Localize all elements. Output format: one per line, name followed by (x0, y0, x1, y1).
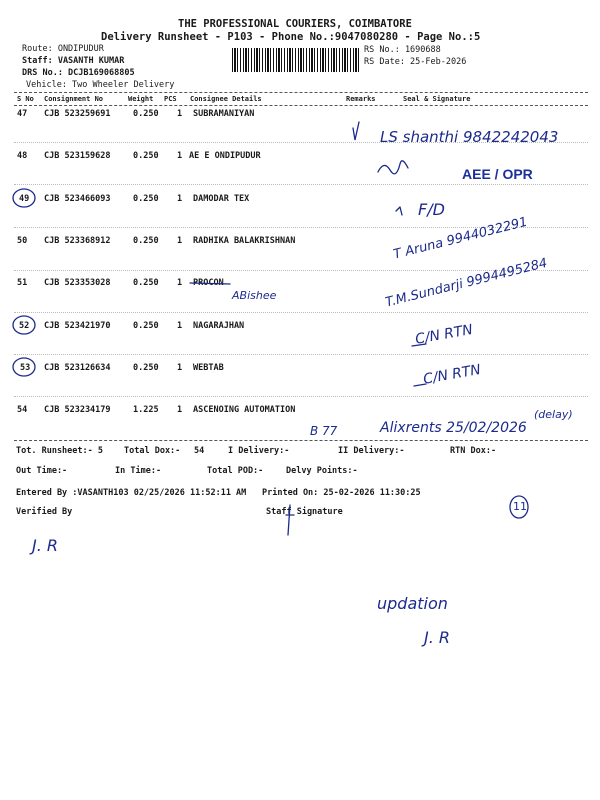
note-row52: C/N RTN (414, 321, 475, 348)
row-pcs: 1 (177, 405, 183, 415)
i-delivery: I Delivery:- (228, 446, 290, 456)
out-time: Out Time:- (16, 466, 68, 476)
row-pcs: 1 (177, 321, 183, 331)
total-dox-value: 54 (194, 446, 205, 456)
row-consignment: CJB 523466093 (44, 194, 111, 204)
col-pcs: PCS (164, 95, 177, 103)
col-seal: Seal & Signature (403, 95, 471, 103)
row-consignee: WEBTAB (193, 363, 224, 373)
row-pcs: 1 (177, 363, 183, 373)
row-sno: 53 (20, 363, 31, 373)
row-consignment: CJB 523259691 (44, 109, 111, 119)
row-consignment: CJB 523159628 (44, 151, 111, 161)
row-weight: 1.225 (133, 405, 159, 415)
total-dox-label: Total Dox:- (124, 446, 181, 456)
company-title: THE PROFESSIONAL COURIERS, COIMBATORE (178, 18, 412, 30)
signature-row50: T Aruna 9944032291 (392, 214, 530, 263)
row-weight: 0.250 (133, 321, 159, 331)
staff-signature: Staff Signature (266, 507, 343, 517)
note-row54-left: B 77 (310, 424, 338, 438)
row-sno: 47 (17, 109, 28, 119)
rs-date: RS Date: 25-Feb-2026 (364, 57, 467, 67)
rs-number: RS No.: 1690688 (364, 45, 441, 55)
row-weight: 0.250 (133, 151, 159, 161)
row-consignee: NAGARAJHAN (193, 321, 245, 331)
col-remarks: Remarks (346, 95, 376, 103)
row-weight: 0.250 (133, 194, 159, 204)
row-consignee: SUBRAMANIYAN (193, 109, 255, 119)
signature-row47: LS shanthi 9842242043 (380, 128, 559, 146)
row-sno: 54 (17, 405, 28, 415)
page-circle-number: 11 (513, 500, 527, 513)
row-consignment: CJB 523234179 (44, 405, 111, 415)
row-sno: 48 (17, 151, 28, 161)
col-consignee: Consignee Details (190, 95, 262, 103)
printed-on: Printed On: 25-02-2026 11:30:25 (262, 488, 421, 498)
row-sno: 49 (19, 194, 30, 204)
row-consignment: CJB 523421970 (44, 321, 111, 331)
tot-runsheet: Tot. Runsheet:- 5 (16, 446, 103, 456)
drs-number: DRS No.: DCJB169068805 (22, 68, 135, 78)
update-signature: J. R (424, 628, 451, 647)
row-weight: 0.250 (133, 278, 159, 288)
row-sno: 51 (17, 278, 28, 288)
signature-row54: Alixrents 25/02/2026 (380, 420, 527, 436)
staff: Staff: VASANTH KUMAR (22, 56, 125, 66)
col-consignment: Consignment No (44, 95, 104, 103)
entered-by: Entered By :VASANTH103 02/25/2026 11:52:11 AM (16, 488, 247, 498)
row-consignment: CJB 523126634 (44, 363, 111, 373)
row-pcs: 1 (177, 278, 183, 288)
remark-row51: ABishee (232, 289, 277, 302)
row-sno: 52 (19, 321, 30, 331)
aee-opr-stamp: AEE / OPR (462, 166, 533, 182)
delvy-points: Delvy Points:- (286, 466, 358, 476)
row-pcs: 1 (177, 194, 183, 204)
ii-delivery: II Delivery:- (338, 446, 405, 456)
total-pod: Total POD:- (207, 466, 264, 476)
row-sno: 50 (17, 236, 28, 246)
signature-row51: T.M.Sundarji 9994495284 (384, 255, 549, 311)
row-pcs: 1 (177, 236, 183, 246)
row-consignee: AE E ONDIPUDUR (189, 151, 261, 161)
rtn-dox: RTN Dox:- (450, 446, 497, 456)
in-time: In Time:- (115, 466, 162, 476)
row-consignment: CJB 523368912 (44, 236, 111, 246)
signature-row49: F/D (418, 200, 445, 219)
row-consignee: RADHIKA BALAKRISHNAN (193, 236, 296, 246)
col-sno: S No (17, 95, 34, 103)
row-pcs: 1 (177, 151, 183, 161)
handwritten-update: updation (377, 594, 448, 613)
row-weight: 0.250 (133, 109, 159, 119)
row-pcs: 1 (177, 109, 183, 119)
row-consignee: ASCENOING AUTOMATION (193, 405, 296, 415)
runsheet-subtitle: Delivery Runsheet - P103 - Phone No.:9047080280 - Page No.:5 (101, 31, 481, 43)
route: Route: ONDIPUDUR (22, 44, 104, 54)
note-row53: C/N RTN (422, 361, 483, 388)
row-weight: 0.250 (133, 236, 159, 246)
verified-signature: J. R (32, 536, 59, 555)
row-weight: 0.250 (133, 363, 159, 373)
col-weight: Weight (128, 95, 154, 103)
verified-by: Verified By (16, 507, 73, 517)
row-consignee: PROCON (193, 278, 224, 288)
note-row54-delay: (delay) (534, 408, 573, 421)
row-consignee: DAMODAR TEX (193, 194, 250, 204)
vehicle: Vehicle: Two Wheeler Delivery (26, 80, 175, 90)
row-consignment: CJB 523353028 (44, 278, 111, 288)
